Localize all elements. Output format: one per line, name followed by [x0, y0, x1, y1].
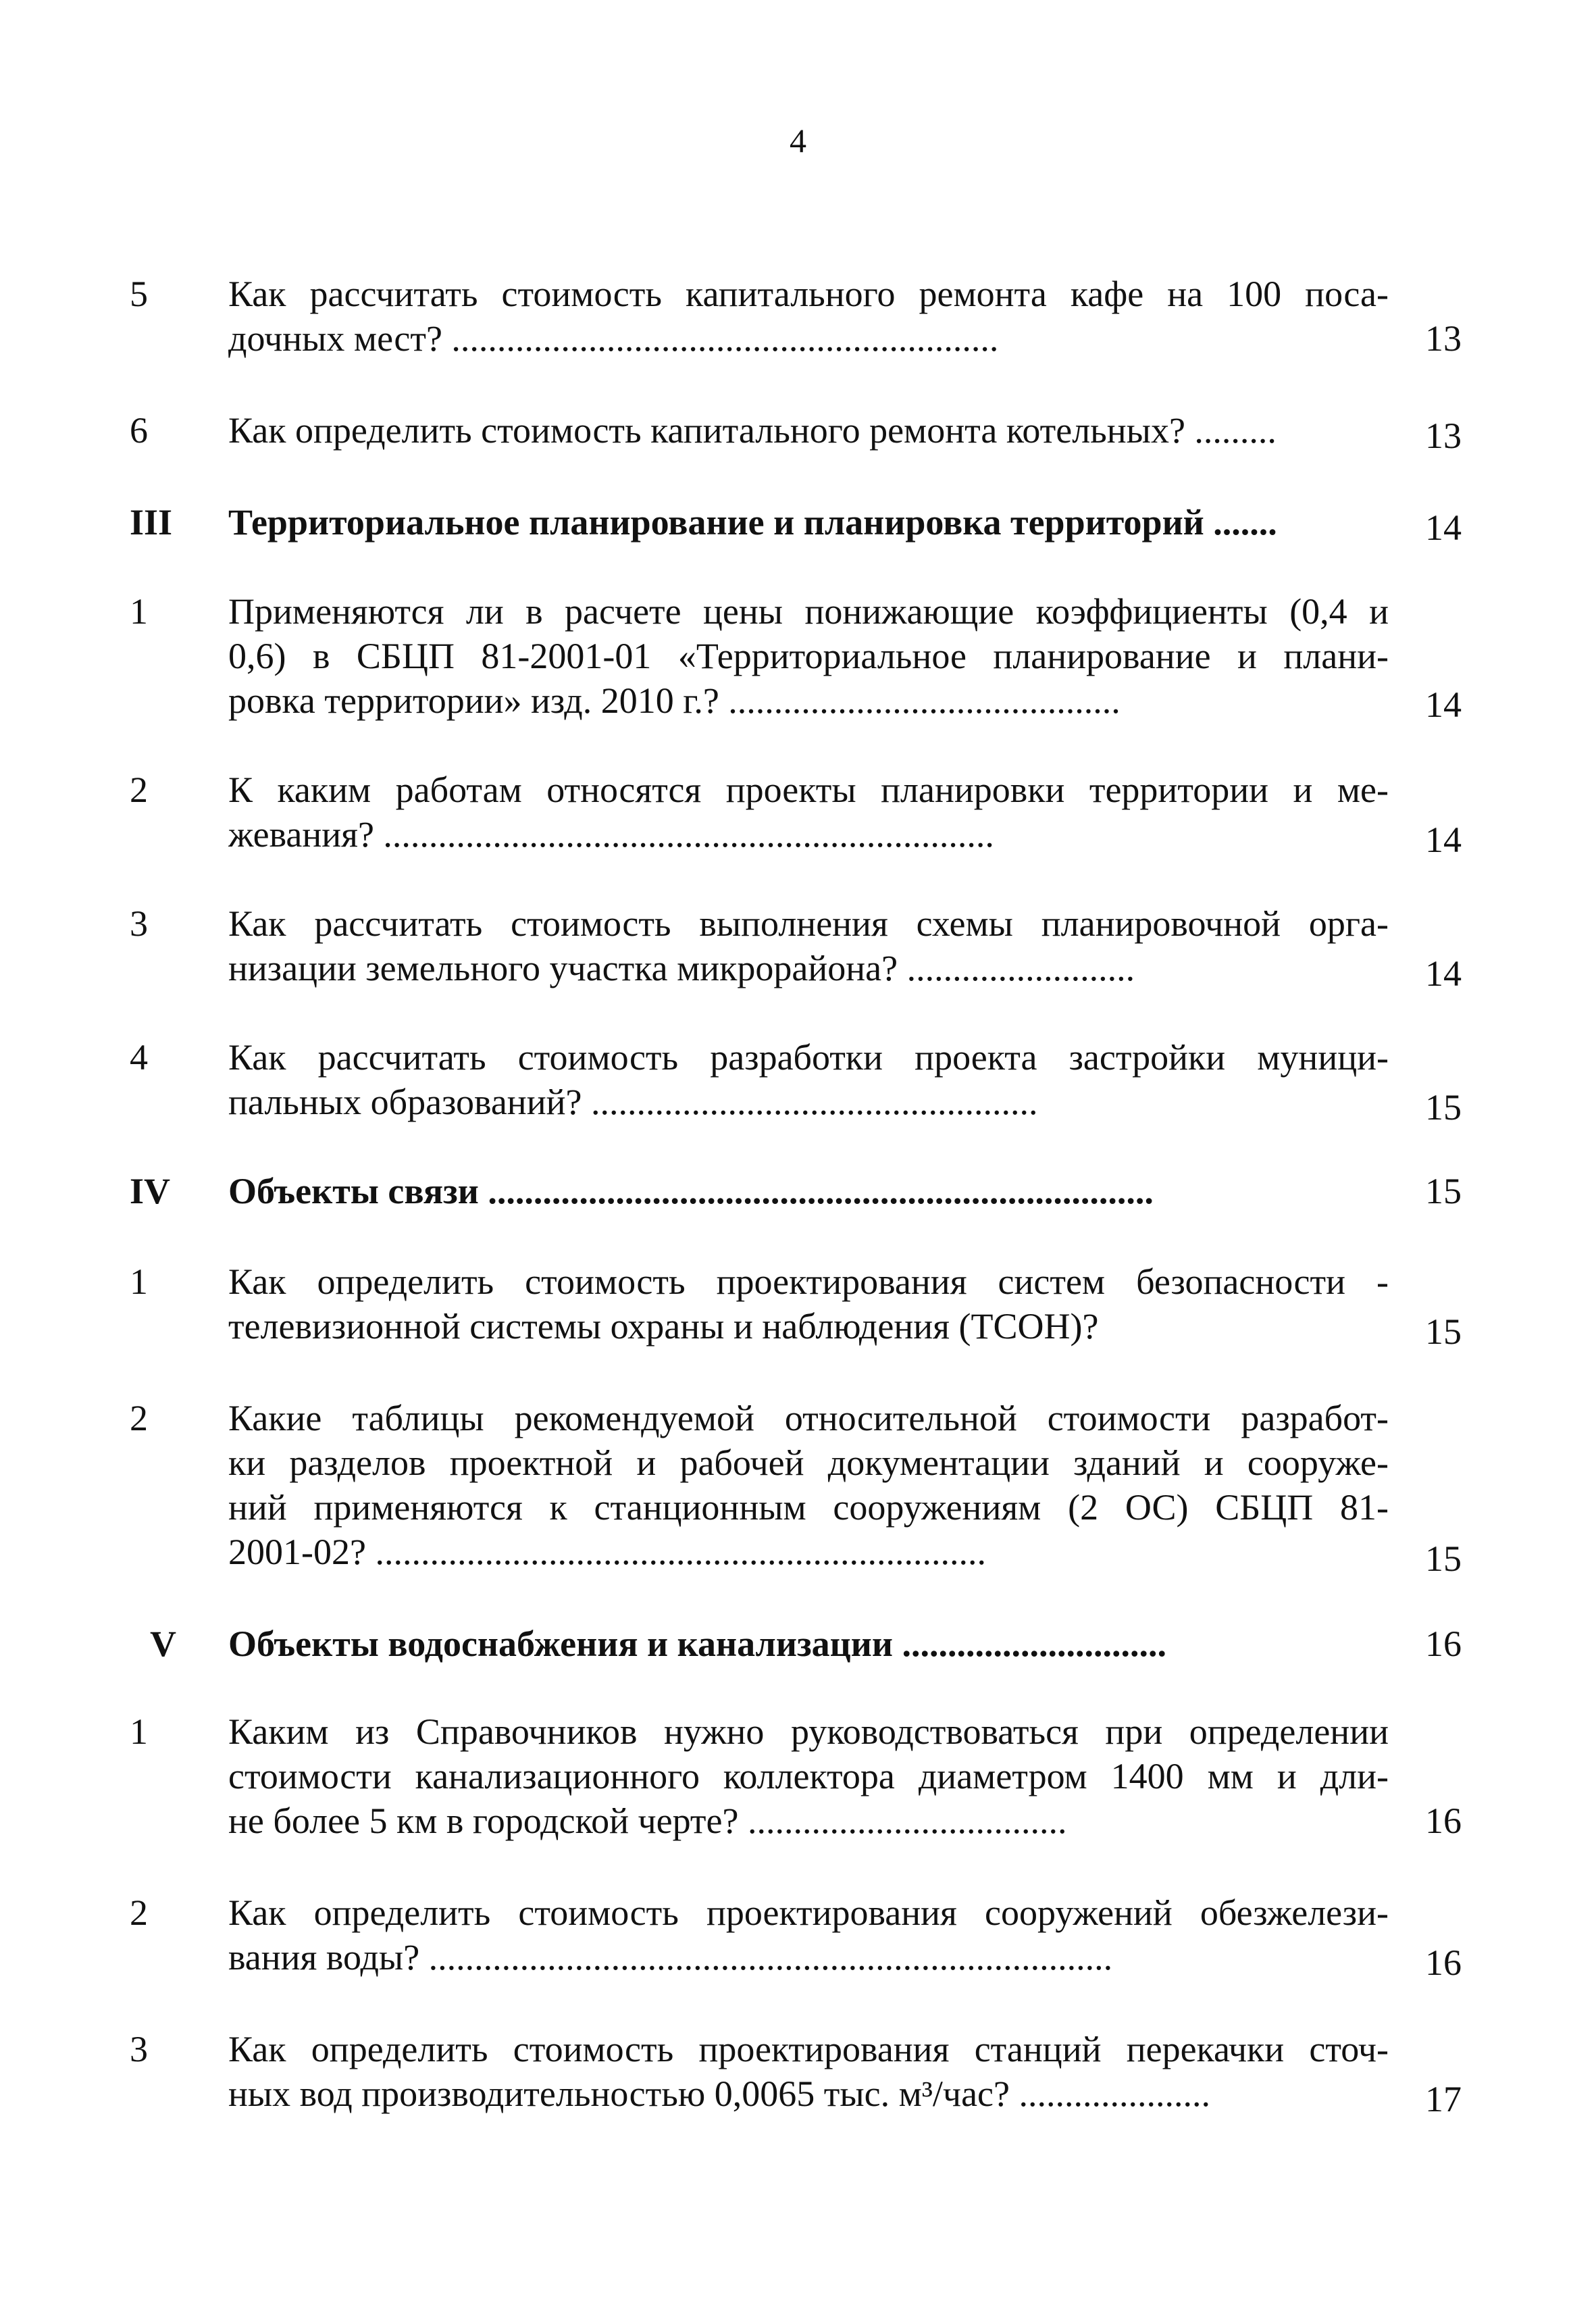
entry-line: Как рассчитать стоимость разработки проекта застройки муници- — [228, 1037, 1389, 1078]
entry-line: Объекты водоснабжения и канализации ............................. — [228, 1624, 1166, 1664]
entry-title — [228, 2027, 1389, 2116]
section-number: IV — [130, 1171, 171, 1211]
entry-line: стоимости канализационного коллектора диаметром 1400 мм и дли- — [228, 1756, 1389, 1796]
entry-line: ки разделов проектной и рабочей документации зданий и сооруже- — [228, 1442, 1389, 1483]
entry-number: 3 — [130, 2029, 148, 2069]
entry-line: Как рассчитать стоимость выполнения схемы планировочной орга- — [228, 903, 1389, 944]
entry-page-number: 14 — [1425, 507, 1462, 548]
entry-line: Территориальное планирование и планировка территорий ....... — [228, 502, 1277, 543]
entry-number: 3 — [130, 903, 148, 944]
entry-line: Как определить стоимость капитального ремонта котельных? ......... — [228, 410, 1277, 451]
entry-title — [228, 1396, 1389, 1574]
entry-page-number: 15 — [1425, 1538, 1462, 1579]
entry-page-number: 14 — [1425, 953, 1462, 994]
entry-page-number: 17 — [1425, 2079, 1462, 2119]
section-title — [228, 500, 1389, 545]
entry-title — [228, 272, 1389, 361]
entry-page-number: 15 — [1425, 1171, 1462, 1211]
entry-line: Объекты связи ......................................................................... — [228, 1171, 1154, 1211]
entry-line: Как определить стоимость проектирования станций перекачки сточ- — [228, 2029, 1389, 2069]
entry-title — [228, 1035, 1389, 1124]
entry-page-number: 15 — [1425, 1311, 1462, 1352]
section-number: V — [150, 1624, 176, 1664]
entry-title — [228, 408, 1389, 453]
entry-title — [228, 1259, 1389, 1349]
entry-line: Каким из Справочников нужно руководствоваться при определении — [228, 1711, 1389, 1752]
entry-number: 2 — [130, 1398, 148, 1438]
entry-line: 0,6) в СБЦП 81-2001-01 «Территориальное планирование и плани- — [228, 636, 1389, 676]
entry-number: 5 — [130, 274, 148, 314]
entry-line: дочных мест? ............................................................ — [228, 318, 999, 359]
section-number: III — [130, 502, 173, 543]
entry-line: пальных образований? ................................................. — [228, 1082, 1038, 1122]
entry-line: ний применяются к станционным сооружениям (2 ОС) СБЦП 81- — [228, 1487, 1389, 1528]
entry-title — [228, 1890, 1389, 1980]
entry-number: 2 — [130, 1892, 148, 1933]
entry-page-number: 15 — [1425, 1087, 1462, 1128]
entry-page-number: 13 — [1425, 416, 1462, 456]
entry-number: 6 — [130, 410, 148, 451]
entry-title — [228, 768, 1389, 857]
entry-title — [228, 901, 1389, 990]
entry-line: вания воды? ........................................................................... — [228, 1937, 1113, 1978]
entry-line: жевания? ................................................................... — [228, 814, 994, 855]
entry-title — [228, 1709, 1389, 1843]
entry-number: 4 — [130, 1037, 148, 1078]
entry-page-number: 14 — [1425, 684, 1462, 725]
entry-page-number: 14 — [1425, 820, 1462, 860]
entry-line: Какие таблицы рекомендуемой относительной стоимости разработ- — [228, 1398, 1389, 1438]
entry-page-number: 16 — [1425, 1624, 1462, 1664]
entry-line: К каким работам относятся проекты планировки территории и ме- — [228, 770, 1389, 810]
entry-page-number: 16 — [1425, 1942, 1462, 1983]
entry-page-number: 13 — [1425, 318, 1462, 359]
entry-page-number: 16 — [1425, 1801, 1462, 1841]
entry-line: Как рассчитать стоимость капитального ремонта кафе на 100 поса- — [228, 274, 1389, 314]
entry-line: Как определить стоимость проектирования систем безопасности - — [228, 1261, 1389, 1302]
entry-number: 1 — [130, 1261, 148, 1302]
entry-line: ровка территории» изд. 2010 г.? ........................................... — [228, 680, 1121, 721]
section-title — [228, 1621, 1389, 1666]
entry-number: 1 — [130, 1711, 148, 1752]
entry-line: Применяются ли в расчете цены понижающие коэффициенты (0,4 и — [228, 591, 1389, 632]
entry-number: 2 — [130, 770, 148, 810]
section-title — [228, 1169, 1389, 1213]
entry-title — [228, 589, 1389, 723]
entry-line: телевизионной системы охраны и наблюдения (ТСОН)? — [228, 1306, 1099, 1347]
entry-line: не более 5 км в городской черте? ................................... — [228, 1801, 1067, 1841]
entry-line: низации земельного участка микрорайона? ......................... — [228, 948, 1135, 988]
entry-line: 2001-02? ................................................................... — [228, 1532, 986, 1572]
page-number: 4 — [790, 122, 806, 159]
entry-number: 1 — [130, 591, 148, 632]
entry-line: ных вод производительностью 0,0065 тыс. м³/час? ..................... — [228, 2073, 1210, 2114]
entry-line: Как определить стоимость проектирования сооружений обезжелези- — [228, 1892, 1389, 1933]
